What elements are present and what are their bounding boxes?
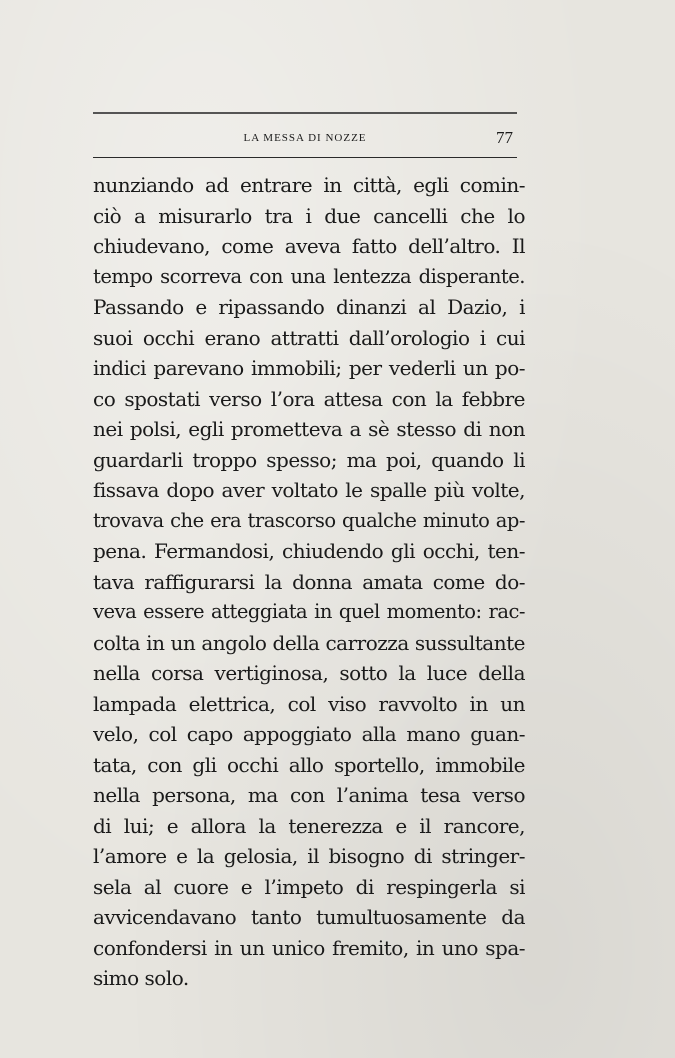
text-line: co spostati verso l’ora attesa con la febbre	[93, 386, 525, 411]
text-line: confondersi in un unico fremito, in uno spa-	[93, 935, 525, 960]
text-line: pena. Fermandosi, chiudendo gli occhi, ten-	[93, 539, 525, 563]
text-line: nunziando ad entrare in città, egli comin-	[93, 173, 525, 197]
text-line: tempo scorreva con una lentezza disperante.	[93, 264, 525, 288]
text-line: tava raffigurarsi la donna amata come do-	[93, 569, 525, 594]
text-line: ciò a misurarlo tra i due cancelli che lo	[93, 203, 525, 228]
header-rule	[93, 157, 517, 158]
text-line: di lui; e allora la tenerezza e il rancore,	[93, 813, 525, 838]
text-line: nei polsi, egli prometteva a sè stesso di non	[93, 417, 525, 441]
text-line: sela al cuore e l’impeto di respingerla si	[93, 874, 525, 899]
text-line: nella persona, ma con l’anima tesa verso	[93, 783, 525, 807]
text-line: veva essere atteggiata in quel momento: rac-	[93, 600, 525, 623]
page-header	[93, 128, 517, 150]
text-line: trovava che era trascorso qualche minuto ap-	[93, 508, 525, 532]
text-line: l’amore e la gelosia, il bisogno di stringer-	[93, 844, 525, 868]
text-line: suoi occhi erano attratti dall’orologio i cui	[93, 325, 525, 350]
text-line: velo, col capo appoggiato alla mano guan-	[93, 722, 525, 746]
text-line: simo solo.	[93, 966, 189, 990]
running-title: LA MESSA DI NOZZE	[243, 132, 367, 144]
text-line: Passando e ripassando dinanzi al Dazio, i	[93, 295, 525, 319]
top-rule	[93, 112, 517, 114]
text-line: fissava dopo aver voltato le spalle più volte,	[93, 478, 525, 502]
text-line: tata, con gli occhi allo sportello, immobile	[93, 752, 525, 777]
text-line: colta in un angolo della carrozza sussultante	[93, 630, 525, 655]
text-line: indici parevano immobili; per vederli un po-	[93, 356, 525, 380]
text-line: nella corsa vertiginosa, sotto la luce della	[93, 661, 525, 685]
page-number: 77	[496, 128, 513, 147]
body-text	[93, 170, 525, 994]
text-line: avvicendavano tanto tumultuosamente da	[93, 905, 525, 929]
text-line: guardarli troppo spesso; ma poi, quando li	[93, 447, 525, 472]
text-line: lampada elettrica, col viso ravvolto in un	[93, 691, 525, 716]
text-line: chiudevano, come aveva fatto dell’altro. Il	[93, 234, 525, 258]
